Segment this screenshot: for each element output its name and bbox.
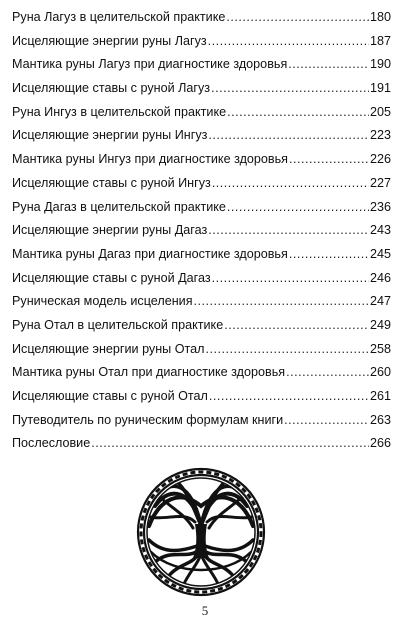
toc-entry-page: 260 — [369, 365, 391, 380]
toc-entry-title: Исцеляющие энергии руны Ингуз — [12, 128, 208, 143]
toc-entry[interactable] — [12, 270, 391, 294]
toc-leader-dots — [224, 317, 369, 333]
page-number: 5 — [201, 603, 209, 618]
toc-entry[interactable] — [12, 127, 391, 151]
toc-entry[interactable] — [12, 246, 391, 270]
toc-entry-page: 258 — [369, 341, 391, 356]
toc-entry-title: Руна Лагуз в целительской практике — [12, 10, 226, 24]
toc-entry-title: Исцеляющие энергии руны Лагуз — [12, 33, 207, 48]
toc-entry-page: 226 — [369, 152, 391, 167]
toc-leader-dots — [208, 127, 369, 143]
toc-entry-page: 223 — [369, 128, 391, 143]
toc-leader-dots — [211, 80, 369, 96]
toc-entry-title: Руническая модель исцеления — [12, 294, 193, 309]
toc-entry[interactable] — [12, 293, 391, 317]
toc-leader-dots — [284, 412, 369, 428]
toc-entry-title: Исцеляющие ставы с руной Дагаз — [12, 270, 211, 285]
toc-entry[interactable] — [12, 341, 391, 365]
toc-entry[interactable] — [12, 175, 391, 199]
toc-entry-title: Мантика руны Дагаз при диагностике здоровья — [12, 246, 288, 261]
toc-entry-page: 191 — [369, 81, 391, 96]
toc-leader-dots — [226, 9, 369, 25]
tree-of-life-icon — [135, 466, 267, 598]
toc-entry-title: Мантика руны Лагуз при диагностике здоровья — [12, 57, 288, 72]
toc-entry-title: Путеводитель по руническим формулам книги — [12, 412, 284, 427]
toc-entry[interactable] — [12, 412, 391, 436]
table-of-contents — [12, 9, 391, 459]
toc-entry-page: 247 — [369, 294, 391, 309]
toc-leader-dots — [227, 199, 369, 215]
toc-leader-dots — [91, 435, 369, 451]
toc-entry-page: 243 — [369, 223, 391, 238]
toc-entry-title: Мантика руны Отал при диагностике здоровья — [12, 365, 286, 380]
toc-entry-page: 187 — [369, 33, 391, 48]
toc-entry[interactable] — [12, 80, 391, 104]
toc-entry-page: 246 — [369, 270, 391, 285]
toc-entry[interactable] — [12, 317, 391, 341]
toc-entry-page: 190 — [369, 57, 391, 72]
toc-entry[interactable] — [12, 435, 391, 459]
toc-entry-page: 249 — [369, 317, 391, 332]
toc-entry[interactable] — [12, 9, 391, 33]
toc-entry-title: Исцеляющие ставы с руной Отал — [12, 389, 208, 403]
toc-leader-dots — [212, 270, 369, 286]
toc-entry-title: Исцеляющие энергии руны Дагаз — [12, 223, 208, 238]
toc-entry-title: Руна Ингуз в целительской практике — [12, 104, 227, 119]
toc-entry[interactable] — [12, 33, 391, 57]
toc-entry[interactable] — [12, 104, 391, 128]
toc-entry-title: Исцеляющие ставы с руной Ингуз — [12, 175, 211, 190]
toc-leader-dots — [286, 364, 369, 380]
toc-leader-dots — [227, 104, 369, 120]
toc-entry-title: Руна Дагаз в целительской практике — [12, 199, 226, 214]
toc-entry-page: 236 — [369, 199, 391, 214]
toc-leader-dots — [208, 33, 369, 49]
toc-entry-page: 245 — [369, 246, 391, 261]
toc-entry[interactable] — [12, 388, 391, 412]
toc-entry-title: Руна Отал в целительской практике — [12, 317, 224, 332]
toc-leader-dots — [194, 293, 369, 309]
toc-leader-dots — [209, 388, 369, 404]
toc-entry[interactable] — [12, 199, 391, 223]
toc-leader-dots — [206, 341, 369, 357]
toc-leader-dots — [289, 151, 369, 167]
toc-leader-dots — [289, 246, 369, 262]
toc-entry-title: Исцеляющие ставы с руной Лагуз — [12, 81, 211, 96]
toc-entry[interactable] — [12, 222, 391, 246]
toc-entry-title: Исцеляющие энергии руны Отал — [12, 341, 205, 356]
toc-entry-page: 205 — [369, 104, 391, 119]
toc-entry[interactable] — [12, 364, 391, 388]
toc-entry-page: 261 — [369, 389, 391, 403]
toc-entry-title: Мантика руны Ингуз при диагностике здоровья — [12, 152, 288, 167]
toc-entry[interactable] — [12, 151, 391, 175]
toc-entry-page: 266 — [369, 436, 391, 451]
toc-entry-page: 180 — [369, 10, 391, 24]
toc-leader-dots — [208, 222, 369, 238]
toc-leader-dots — [212, 175, 369, 191]
toc-entry-title: Послесловие — [12, 436, 91, 451]
toc-entry[interactable] — [12, 56, 391, 80]
toc-entry-page: 263 — [369, 412, 391, 427]
toc-entry-page: 227 — [369, 175, 391, 190]
toc-leader-dots — [288, 56, 369, 72]
